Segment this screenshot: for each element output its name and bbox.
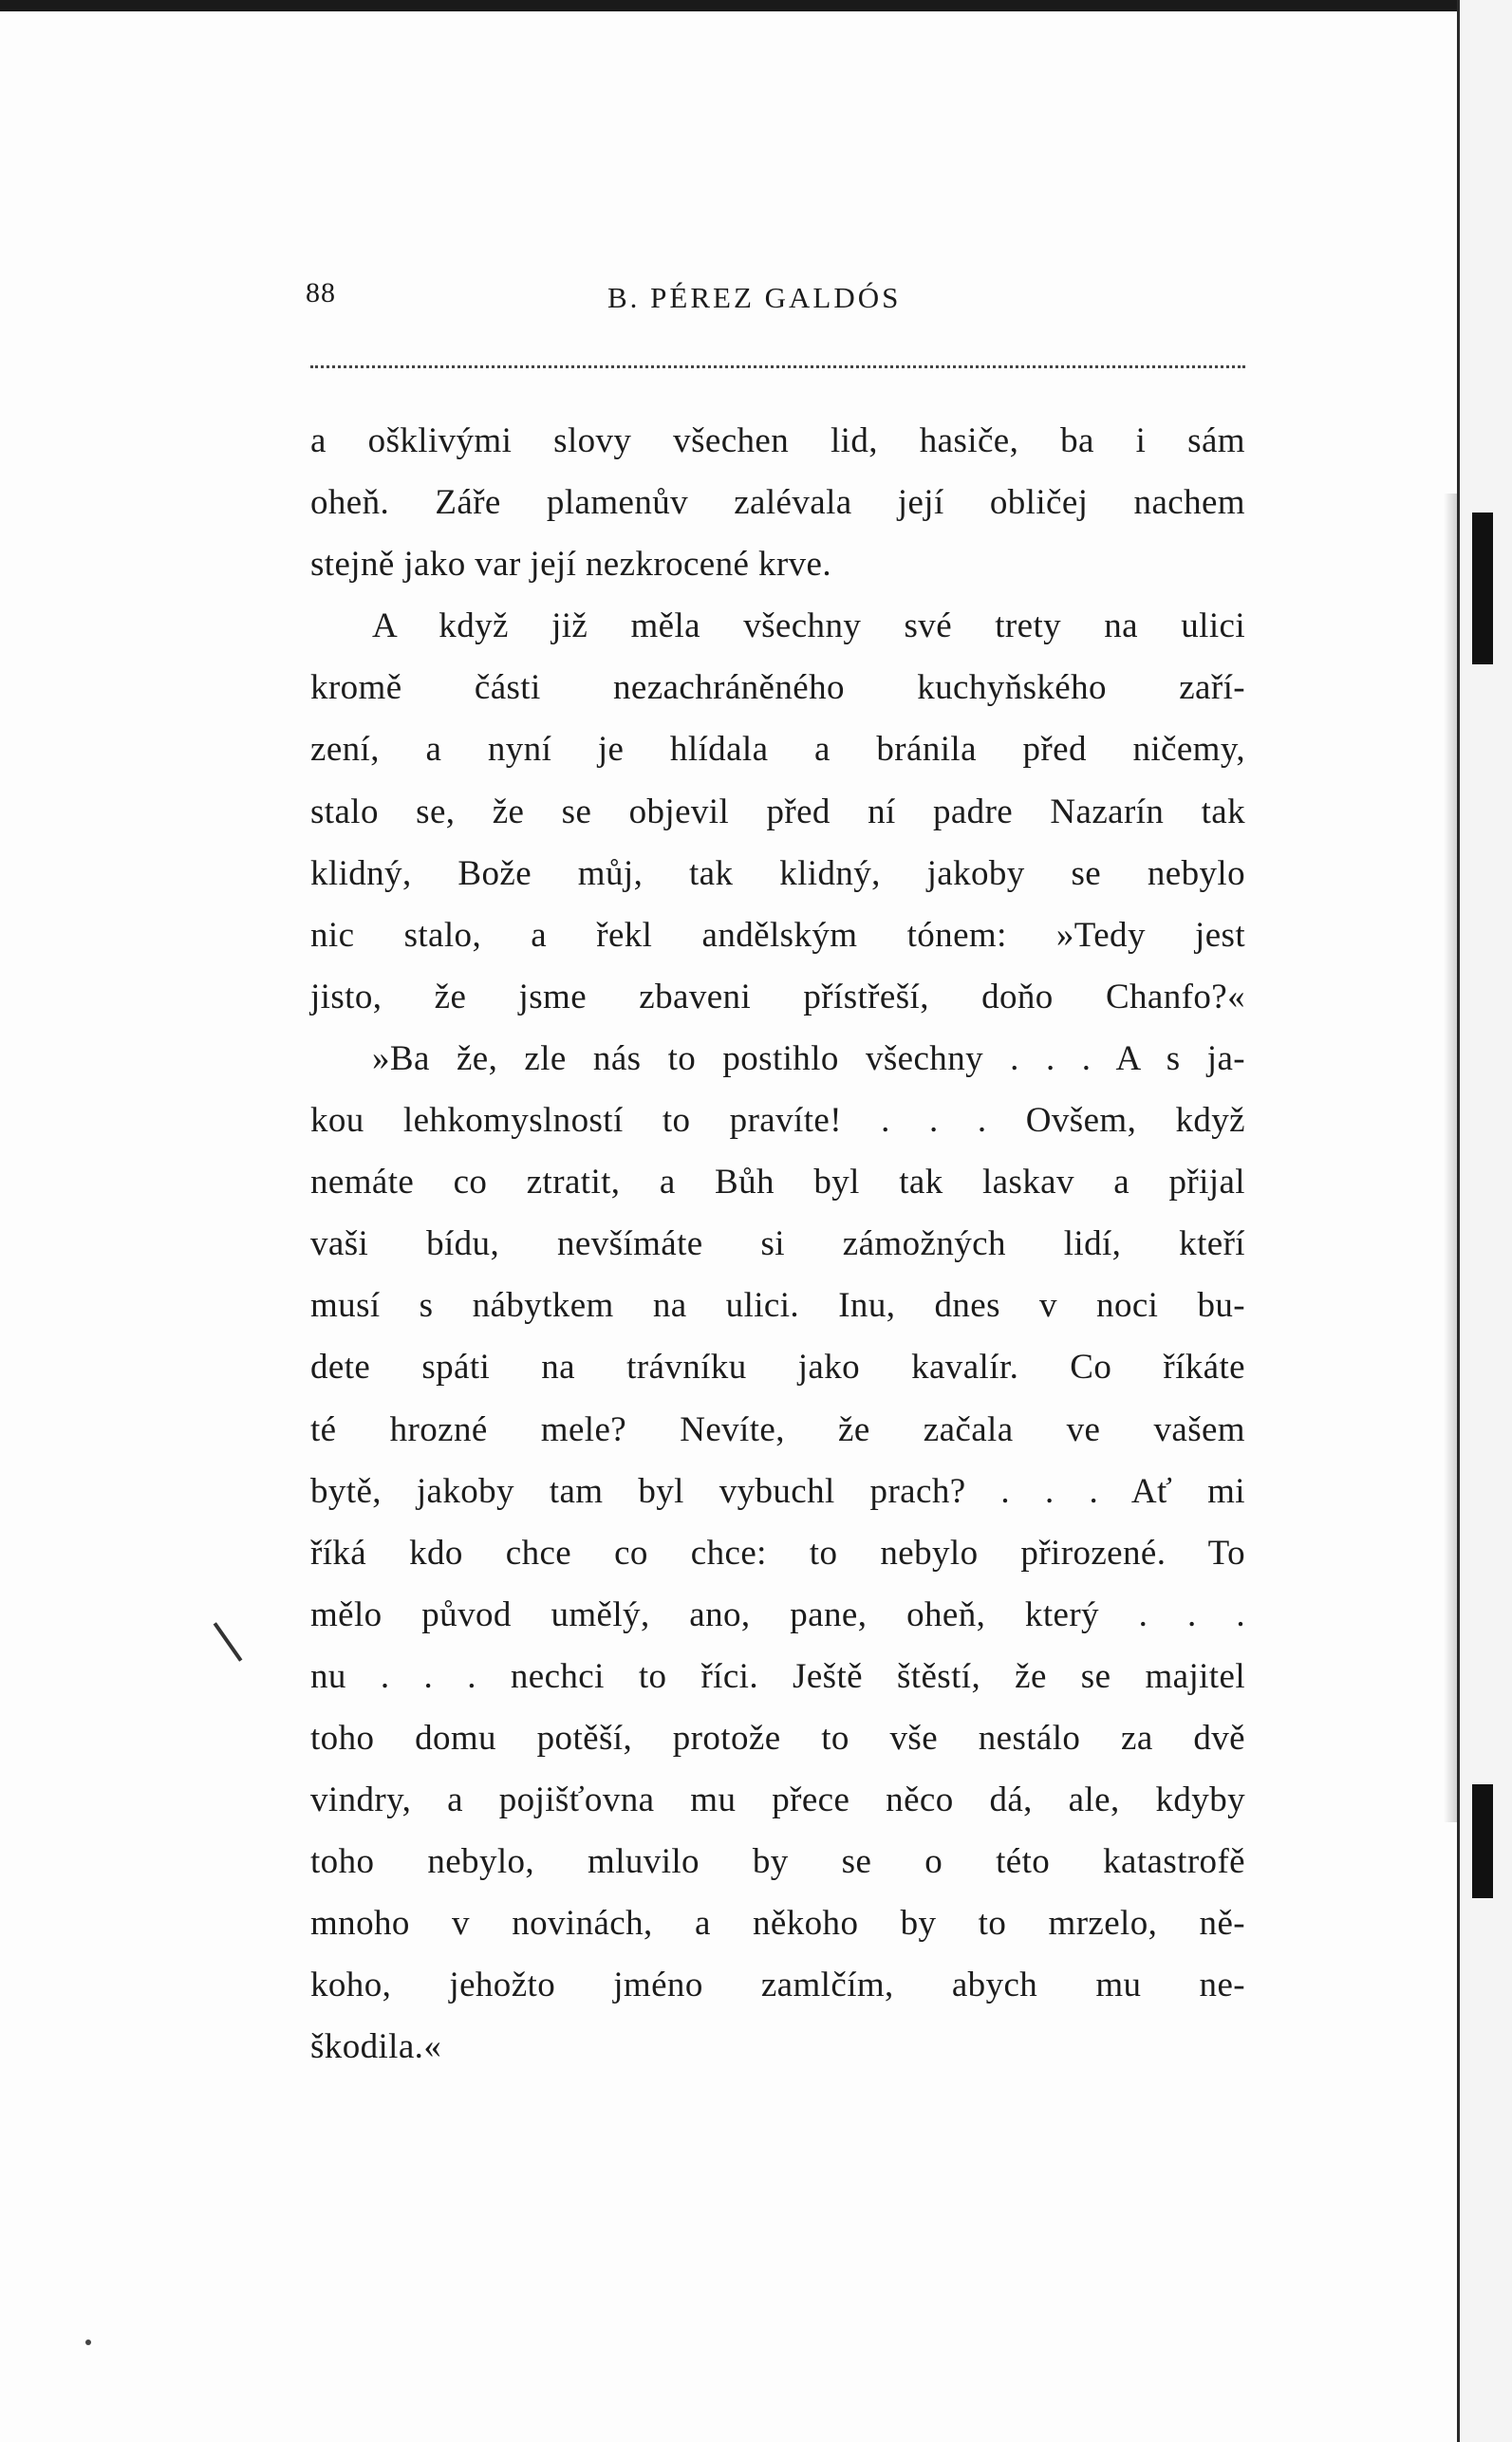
header-rule <box>310 365 1245 368</box>
running-head <box>306 277 1255 315</box>
text-line: koho, jehožto jméno zamlčím, abych mu ne- <box>310 1966 1245 2005</box>
scan-frame-right <box>1457 0 1512 2442</box>
text-line: stalo se, že se objevil před ní padre Nazarín tak <box>310 792 1245 831</box>
text-line: »Ba že, zle nás to postihlo všechny . . . A s ja- <box>372 1038 1245 1078</box>
text-line: musí s nábytkem na ulici. Inu, dnes v noci bu- <box>310 1286 1245 1326</box>
text-line: vaši bídu, nevšímáte si zámožných lidí, kteří <box>310 1224 1245 1264</box>
text-line: dete spáti na trávníku jako kavalír. Co říkáte <box>310 1348 1245 1388</box>
text-line: kou lehkomyslností to pravíte! . . . Ovšem, když <box>310 1101 1245 1141</box>
text-line: bytě, jakoby tam byl vybuchl prach? . . . Ať mi <box>310 1471 1245 1511</box>
text-line: nu . . . nechci to říci. Ještě štěstí, že se majitel <box>310 1656 1245 1696</box>
text-line: říká kdo chce co chce: to nebylo přirozené. To <box>310 1533 1245 1573</box>
text-line: stejně jako var její nezkrocené krve. <box>310 545 831 585</box>
text-line: mělo původ umělý, ano, pane, oheň, který . . . <box>310 1594 1245 1634</box>
text-line: nemáte co ztratit, a Bůh byl tak laskav a přijal <box>310 1163 1245 1202</box>
text-line: kromě části nezachráněného kuchyňského zaří- <box>310 668 1245 708</box>
text-line: škodila.« <box>310 2027 442 2067</box>
text-line: oheň. Záře plamenův zalévala její obličej nachem <box>310 483 1245 523</box>
text-line: mnoho v novinách, a někoho by to mrzelo, ně- <box>310 1904 1245 1944</box>
page-number: 88 <box>306 277 336 308</box>
text-line: vindry, a pojišťovna mu přece něco dá, ale, kdyby <box>310 1780 1245 1820</box>
body-text <box>310 410 1245 2078</box>
running-title: B. PÉREZ GALDÓS <box>607 281 902 314</box>
text-line: toho nebylo, mluvilo by se o této katastrofě <box>310 1842 1245 1882</box>
text-line: a ošklivými slovy všechen lid, hasiče, ba i sám <box>310 421 1245 460</box>
text-line: jisto, že jsme zbaveni přístřeší, doňo Chanfo?« <box>310 977 1245 1016</box>
edge-mark <box>1472 1784 1493 1898</box>
text-line: toho domu potěší, protože to vše nestálo za dvě <box>310 1718 1245 1758</box>
edge-mark <box>1472 513 1493 664</box>
text-line: A když již měla všechny své trety na ulici <box>372 606 1245 646</box>
stray-pencil-mark <box>214 1622 243 1662</box>
scan-speck <box>85 2339 91 2345</box>
text-line: nic stalo, a řekl andělským tónem: »Tedy jest <box>310 915 1245 955</box>
text-line: klidný, Bože můj, tak klidný, jakoby se nebylo <box>310 853 1245 893</box>
text-line: té hrozné mele? Nevíte, že začala ve vašem <box>310 1409 1245 1449</box>
text-line: zení, a nyní je hlídala a bránila před ničemy, <box>310 730 1245 770</box>
